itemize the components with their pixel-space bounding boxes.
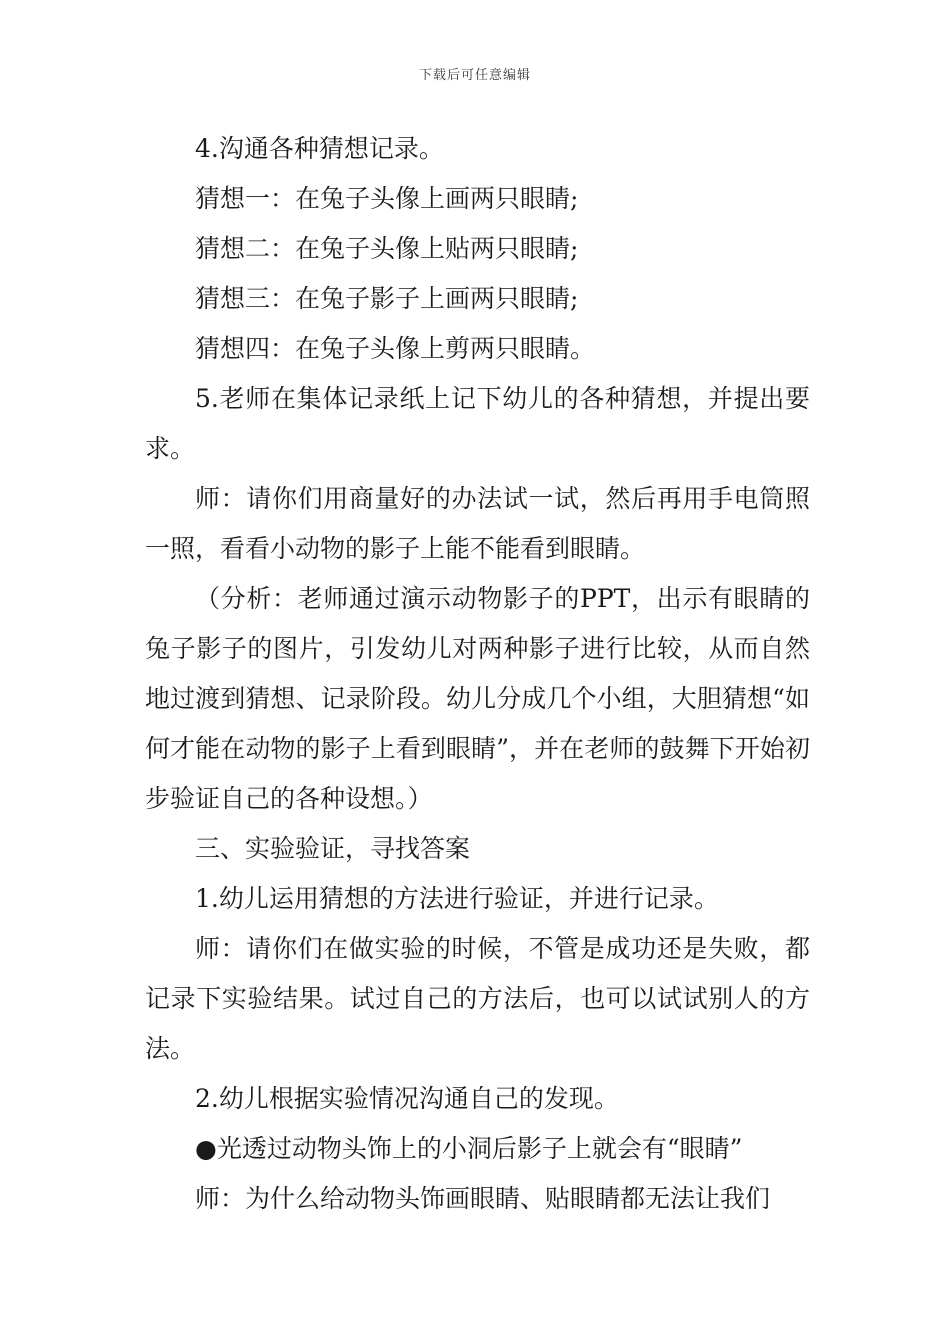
paragraph-guess4: 猜想四：在兔子头像上剪两只眼睛。 <box>195 334 596 363</box>
page-header: 下载后可任意编辑 <box>418 68 531 83</box>
paragraph-analysis: （分析：老师通过演示动物影子的PPT，出示有眼睛的兔子影子的图片，引发幼儿对两种影子进行比较，从而自然地过渡到猜想、记录阶段。幼儿分成几个小组，大胆猜想“如何才能在动物的影子上看到眼睛”，并在老师的鼓舞下开始初步验证自己的各种设想。） <box>145 584 810 813</box>
paragraph-step4: 4.沟通各种猜想记录。 <box>195 134 444 163</box>
section-heading-3: 三、实验验证，寻找答案 <box>195 834 471 863</box>
paragraph-guess1: 猜想一：在兔子头像上画两只眼睛; <box>195 184 579 213</box>
document-body <box>145 124 810 1224</box>
paragraph-teacher-3: 师：为什么给动物头饰画眼睛、贴眼睛都无法让我们 <box>195 1184 771 1213</box>
paragraph-step5: 5.老师在集体记录纸上记下幼儿的各种猜想，并提出要求。 <box>145 384 810 463</box>
paragraph-guess3: 猜想三：在兔子影子上画两只眼睛; <box>195 284 579 313</box>
paragraph-teacher-2: 师：请你们在做实验的时候，不管是成功还是失败，都记录下实验结果。试过自己的方法后，也可以试试别人的方法。 <box>145 934 810 1063</box>
paragraph-teacher-1: 师：请你们用商量好的办法试一试，然后再用手电筒照一照，看看小动物的影子上能不能看到眼睛。 <box>145 484 810 563</box>
paragraph-guess2: 猜想二：在兔子头像上贴两只眼睛; <box>195 234 579 263</box>
paragraph-step2-share: 2.幼儿根据实验情况沟通自己的发现。 <box>195 1084 619 1113</box>
paragraph-bullet-finding: ●光透过动物头饰上的小洞后影子上就会有“眼睛” <box>195 1134 743 1163</box>
paragraph-step1-verify: 1.幼儿运用猜想的方法进行验证，并进行记录。 <box>195 884 719 913</box>
